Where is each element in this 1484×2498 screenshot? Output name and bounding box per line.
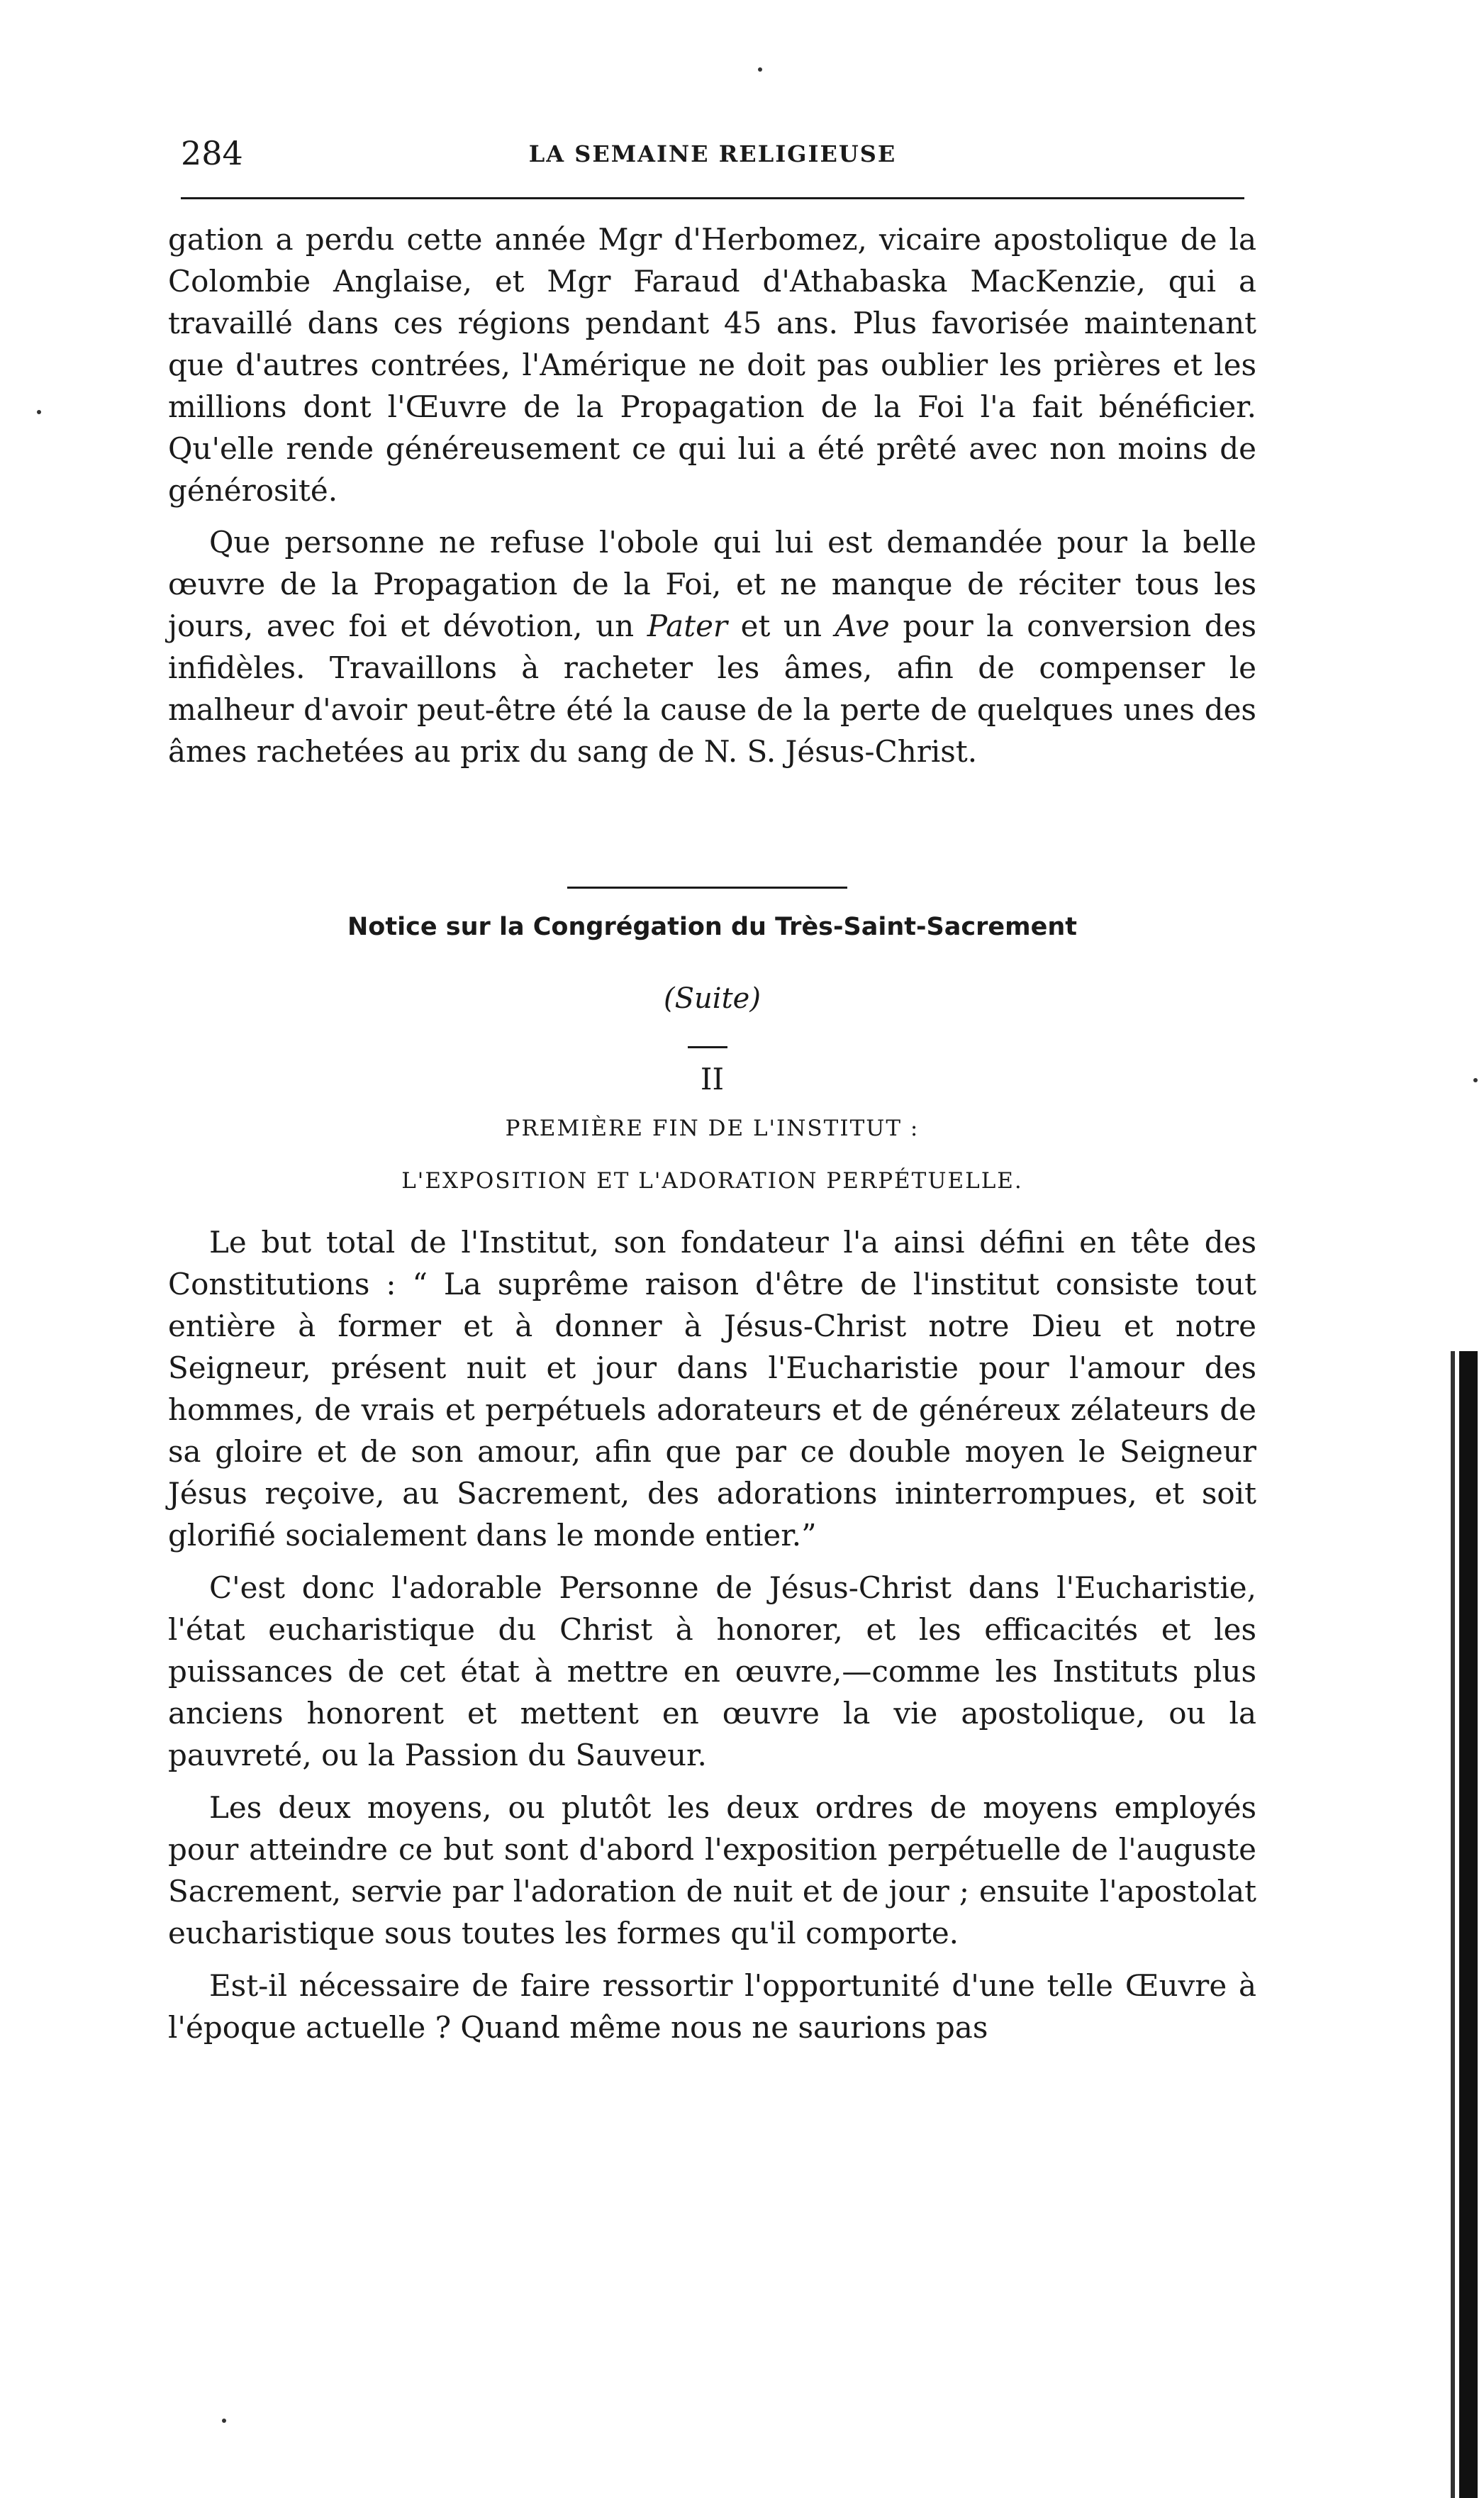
text-run: et un [727,609,835,643]
text-run: pour la conversion des infidèles. Travaillons à racheter les âmes, afin de compenser le malheur d'avoir peut-être été la cause de la perte de quelques unes des âmes rachetées au prix du sang de N. S. Jésus-Christ. [168,609,1257,769]
body-paragraph: Les deux moyens, ou plutôt les deux ordres de moyens employés pour atteindre ce but sont d'abord l'exposition perpétuelle de l'auguste Sacrement, servie par l'adoration de nuit et de jour ; ensuite l'apostolat eucharistique sous toutes les formes qu'il comporte. [168,1790,1256,1950]
scan-edge-shadow [1451,1351,1455,2498]
scan-edge-shadow [1459,1351,1478,2498]
italic-word-pater: Pater [647,609,728,643]
scan-speck [1473,1078,1478,1082]
intro-paragraph: gation a perdu cette année Mgr d'Herbomez, vicaire apostolique de la Colombie Anglaise, et Mgr Faraud d'Athabaska MacKenzie, qui a travaillé dans ces régions pendant 45 ans. Plus favorisée maintenant que d'autres contrées, l'Amérique ne doit pas oublier les prières et les millions dont l'Œuvre de la Propagation de la Foi l'a fait bénéficier. Qu'elle rende généreusement ce qui lui a été prêté avec non moins de générosité. [168,222,1256,508]
subheading-first: PREMIÈRE FIN DE L'INSTITUT : [505,1116,920,1141]
section-separator-rule [567,887,847,889]
header-rule [181,197,1244,199]
running-title: LA SEMAINE RELIGIEUSE [528,140,897,167]
section-number: II [700,1062,725,1097]
short-dash [688,1046,727,1048]
body-text [168,1221,1256,2048]
notice-title: Notice sur la Congrégation du Très-Saint-Sacrement [347,913,1077,941]
suite-label: (Suite) [664,982,761,1015]
intro-text [168,218,1256,772]
body-paragraph: Est-il nécessaire de faire ressortir l'opportunité d'une telle Œuvre à l'époque actuelle ? Quand même nous ne saurions pas [168,1968,1256,2045]
scan-speck [758,67,762,72]
body-paragraph: C'est donc l'adorable Personne de Jésus-Christ dans l'Eucharistie, l'état eucharistique du Christ à honorer, et les efficacités et les puissances de cet état à mettre en œuvre,—comme les Instituts plus anciens honorent et mettent en œuvre la vie apostolique, ou la pauvreté, ou la Passion du Sauveur. [168,1570,1256,1772]
text-run: Que personne ne refuse l'obole qui lui est demandée pour la belle œuvre de la Propagation de la Foi, et ne manque de réciter tous les jours, avec foi et dévotion, un [168,525,1256,643]
subheading-second: L'EXPOSITION ET L'ADORATION PERPÉTUELLE. [401,1168,1023,1194]
body-paragraph: Le but total de l'Institut, son fondateur l'a ainsi défini en tête des Constitutions : “ La suprême raison d'être de l'institut consiste tout entière à former et à donner à Jésus-Christ notre Dieu et notre Seigneur, présent nuit et jour dans l'Eucharistie pour l'amour des hommes, de vrais et perpétuels adorateurs et de généreux zélateurs de sa gloire et de son amour, afin que par ce double moyen le Seigneur Jésus reçoive, au Sacrement, des adorations ininterrompues, et soit glorifié socialement dans le monde entier.” [168,1225,1256,1553]
page-number: 284 [181,134,243,172]
italic-word-ave: Ave [835,609,890,643]
page-header [181,132,1244,174]
intro-paragraph [168,521,1256,772]
scan-speck [222,2419,226,2423]
scan-speck [37,410,41,414]
